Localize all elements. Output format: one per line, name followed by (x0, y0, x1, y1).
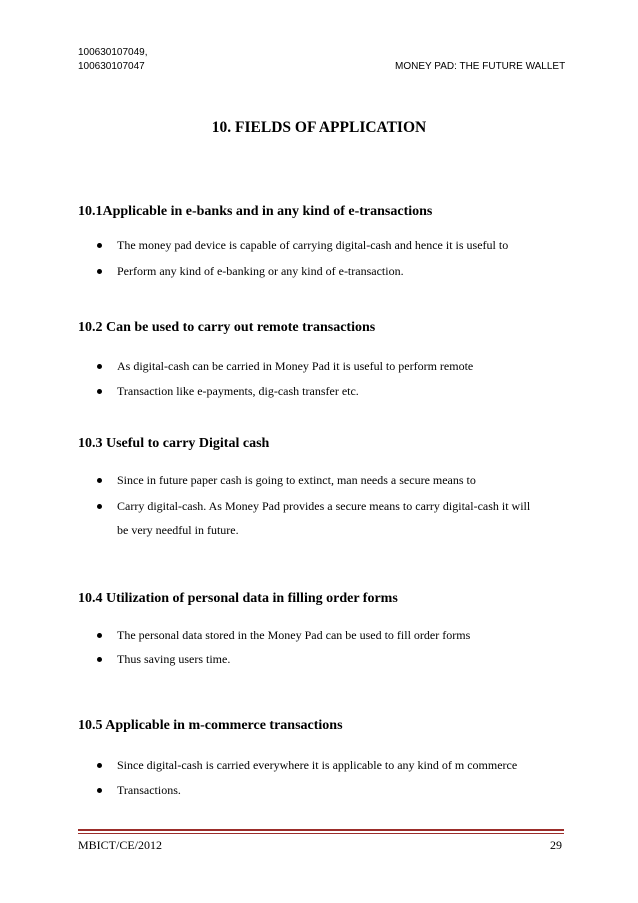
bullet-text: As digital-cash can be carried in Money Pad it is useful to perform remote (117, 359, 474, 373)
section-heading-10-2: 10.2 Can be used to carry out remote transactions (78, 320, 376, 335)
bullet-text: The money pad device is capable of carrying digital-cash and hence it is useful to (117, 238, 509, 252)
bullet-text: Transactions. (117, 783, 181, 797)
bullet-text: Perform any kind of e-banking or any kind of e-transaction. (117, 264, 404, 278)
header-document-title: MONEY PAD: THE FUTURE WALLET (395, 61, 566, 72)
bullet-text: Thus saving users time. (117, 652, 231, 666)
header-roll-number-1: 100630107049, (78, 47, 148, 58)
footer-divider (78, 829, 564, 831)
section-heading-10-5: 10.5 Applicable in m-commerce transactions (78, 718, 343, 733)
bullet-continuation-text: be very needful in future. (117, 523, 239, 537)
bullet-text: Since digital-cash is carried everywhere it is applicable to any kind of m commerce (117, 758, 518, 772)
header-roll-number-2: 100630107047 (78, 61, 145, 72)
bullet-icon (97, 504, 105, 512)
bullet-icon (97, 243, 105, 251)
bullet-icon (97, 657, 105, 665)
bullet-text: Transaction like e-payments, dig-cash transfer etc. (117, 384, 359, 398)
footer-divider-thin (78, 833, 564, 834)
bullet-icon (97, 633, 105, 641)
bullet-text: Carry digital-cash. As Money Pad provides a secure means to carry digital-cash it will (117, 499, 531, 513)
section-heading-10-4: 10.4 Utilization of personal data in filling order forms (78, 591, 398, 606)
bullet-icon (97, 478, 105, 486)
bullet-icon (97, 788, 105, 796)
bullet-text: Since in future paper cash is going to extinct, man needs a secure means to (117, 473, 476, 487)
bullet-icon (97, 389, 105, 397)
section-heading-10-3: 10.3 Useful to carry Digital cash (78, 436, 270, 451)
bullet-text: The personal data stored in the Money Pad can be used to fill order forms (117, 628, 471, 642)
page-number: 29 (550, 838, 562, 852)
header-left (78, 46, 148, 74)
bullet-icon (97, 763, 105, 771)
section-heading-10-1: 10.1Applicable in e-banks and in any kind of e-transactions (78, 204, 433, 219)
bullet-icon (97, 269, 105, 277)
bullet-icon (97, 364, 105, 372)
page-title: 10. FIELDS OF APPLICATION (211, 119, 427, 136)
footer-course-code: MBICT/CE/2012 (78, 838, 163, 852)
